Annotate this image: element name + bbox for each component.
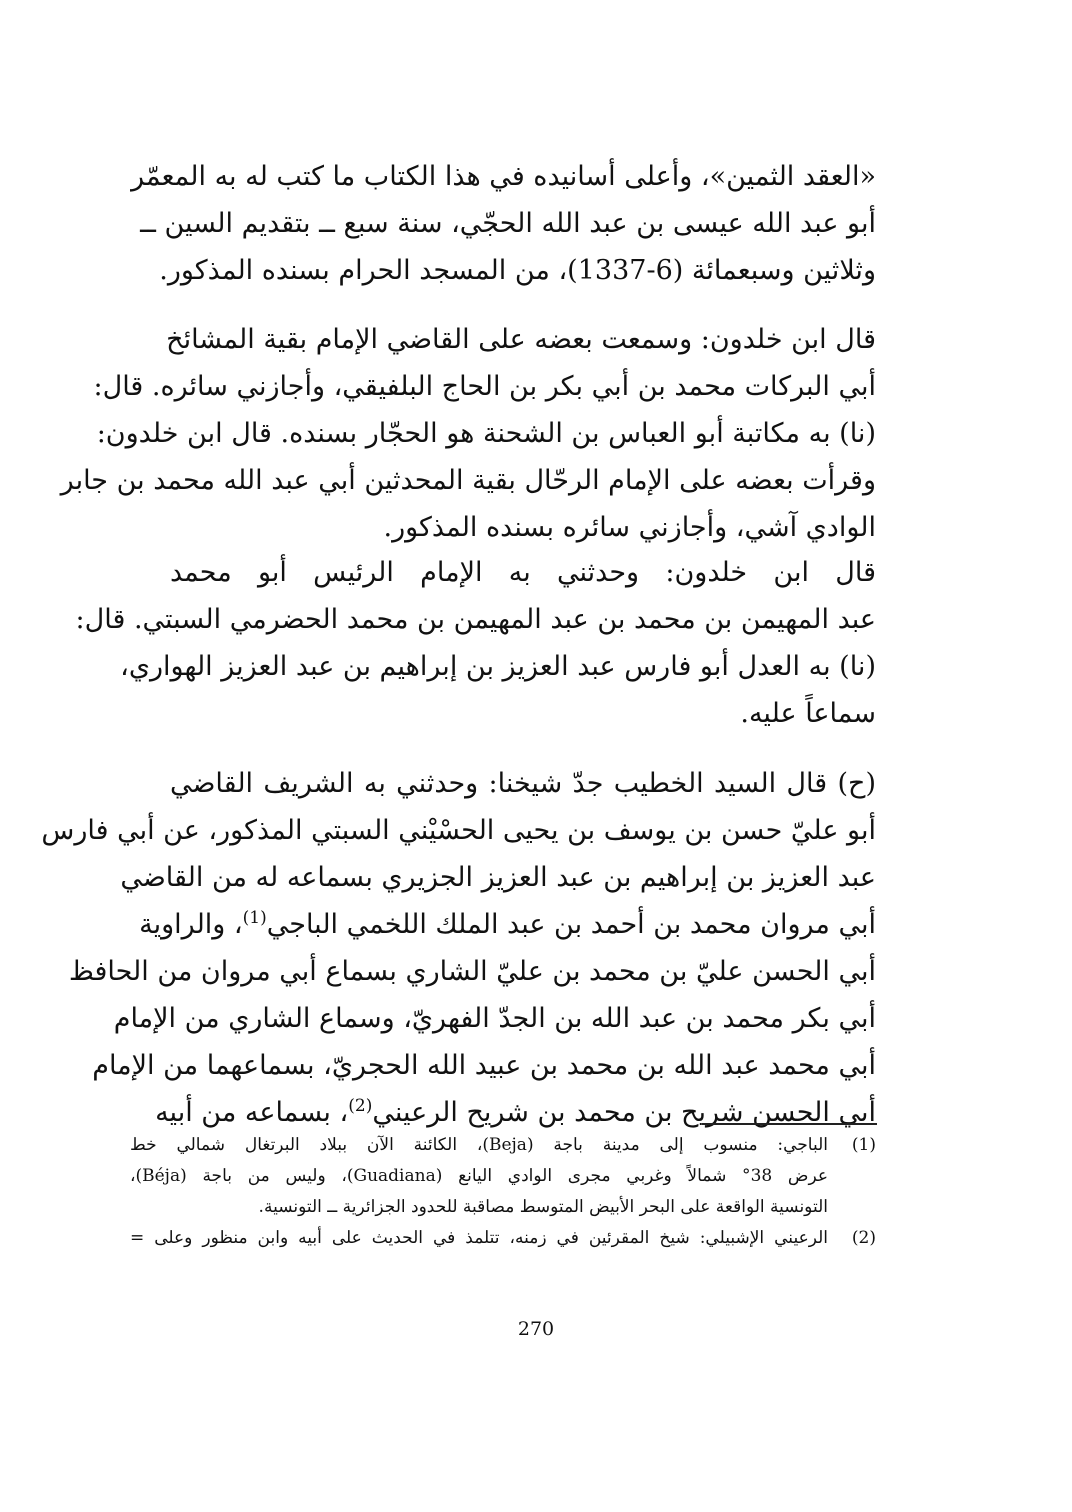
text-line: قال ابن خلدون: وحدثني به الإمام الرئيس أبو محمد — [170, 557, 876, 588]
footnote-marker-2[interactable]: (2) — [348, 1096, 373, 1116]
footnotes-section — [130, 1130, 876, 1254]
footnote-line: الرعيني الإشبيلي: شيخ المقرئين في زمنه، تتلمذ في الحديث على أبيه وابن منظور وعلى = — [130, 1228, 828, 1248]
text-line-with-note — [155, 1089, 876, 1136]
body-paragraph-3 — [75, 549, 876, 737]
text-line: أبي محمد عبد الله بن محمد بن عبيد الله الحجريّ، بسماعهما من الإمام — [92, 1050, 876, 1081]
body-paragraph-4 — [41, 760, 876, 1136]
text-line: أبي الحسن عليّ بن محمد بن عليّ الشاري بسماع أبي مروان من الحافظ — [68, 956, 876, 987]
footnote-line: الباجي: منسوب إلى مدينة باجة (Beja)، الكائنة الآن ببلاد البرتغال شمالي خط — [130, 1135, 828, 1155]
text-line: الوادي آشي، وأجازني سائره بسنده المذكور. — [383, 512, 876, 543]
text-line: وقرأت بعضه على الإمام الرحّال بقية المحدثين أبي عبد الله محمد بن جابر — [60, 465, 876, 496]
text-line: أبي البركات محمد بن أبي بكر بن الحاج البلفيقي، وأجازني سائره. قال: — [93, 371, 876, 402]
text-line: «العقد الثمين»، وأعلى أسانيده في هذا الكتاب ما كتب له به المعمّر — [131, 161, 876, 192]
footnote-line: التونسية الواقعة على البحر الأبيض المتوسط مصاقبة للحدود الجزائرية ــ التونسية. — [258, 1197, 828, 1217]
text-fragment: أبي الحسن شريح بن محمد بن شريح الرعيني — [372, 1097, 876, 1128]
footnote-1 — [130, 1130, 876, 1223]
body-paragraph-1 — [131, 153, 876, 294]
text-line: سماعاً عليه. — [740, 698, 876, 729]
footnote-divider — [702, 1123, 877, 1125]
page-number: 270 — [517, 1318, 555, 1340]
text-line: عبد المهيمن بن محمد بن عبد المهيمن بن محمد الحضرمي السبتي. قال: — [75, 604, 876, 635]
text-line: (ح) قال السيد الخطيب جدّ شيخنا: وحدثني به الشريف القاضي — [170, 768, 876, 799]
body-paragraph-2 — [60, 316, 876, 551]
footnote-marker-1[interactable]: (1) — [242, 908, 267, 928]
text-fragment: ، والراوية — [139, 909, 243, 940]
footnote-2 — [130, 1223, 876, 1254]
footnote-text — [130, 1223, 828, 1254]
text-line: قال ابن خلدون: وسمعت بعضه على القاضي الإمام بقية المشائخ — [166, 324, 876, 355]
text-line: (نا) به العدل أبو فارس عبد العزيز بن إبراهيم بن عبد العزيز الهواري، — [120, 651, 876, 682]
footnote-number: (2) — [851, 1228, 876, 1248]
footnote-line: عرض 38° شمالاً وغربي مجرى الوادي اليانع (Guadiana)، وليس من باجة (Béja)، — [130, 1166, 829, 1186]
text-fragment: أبي مروان محمد بن أحمد بن عبد الملك اللخمي الباجي — [266, 909, 876, 940]
text-line: (نا) به مكاتبة أبو العباس بن الشحنة هو الحجّار بسنده. قال ابن خلدون: — [96, 418, 876, 449]
text-fragment: ، بسماعه من أبيه — [155, 1097, 349, 1128]
text-line: أبو عليّ حسن بن يوسف بن يحيى الحسْيْني السبتي المذكور، عن أبي فارس — [41, 815, 876, 846]
text-line: أبو عبد الله عيسى بن عبد الله الحجّي، سنة سبع ــ بتقديم السين ــ — [140, 208, 876, 239]
text-line: عبد العزيز بن إبراهيم بن عبد العزيز الجزيري بسماعه له من القاضي — [120, 862, 876, 893]
footnote-text — [130, 1130, 828, 1223]
footnote-number: (1) — [851, 1135, 876, 1155]
text-line: أبي بكر محمد بن عبد الله بن الجدّ الفهريّ، وسماع الشاري من الإمام — [113, 1003, 876, 1034]
text-line-with-note — [139, 901, 876, 948]
text-line: وثلاثين وسبعمائة (6-1337)، من المسجد الحرام بسنده المذكور. — [159, 255, 876, 286]
